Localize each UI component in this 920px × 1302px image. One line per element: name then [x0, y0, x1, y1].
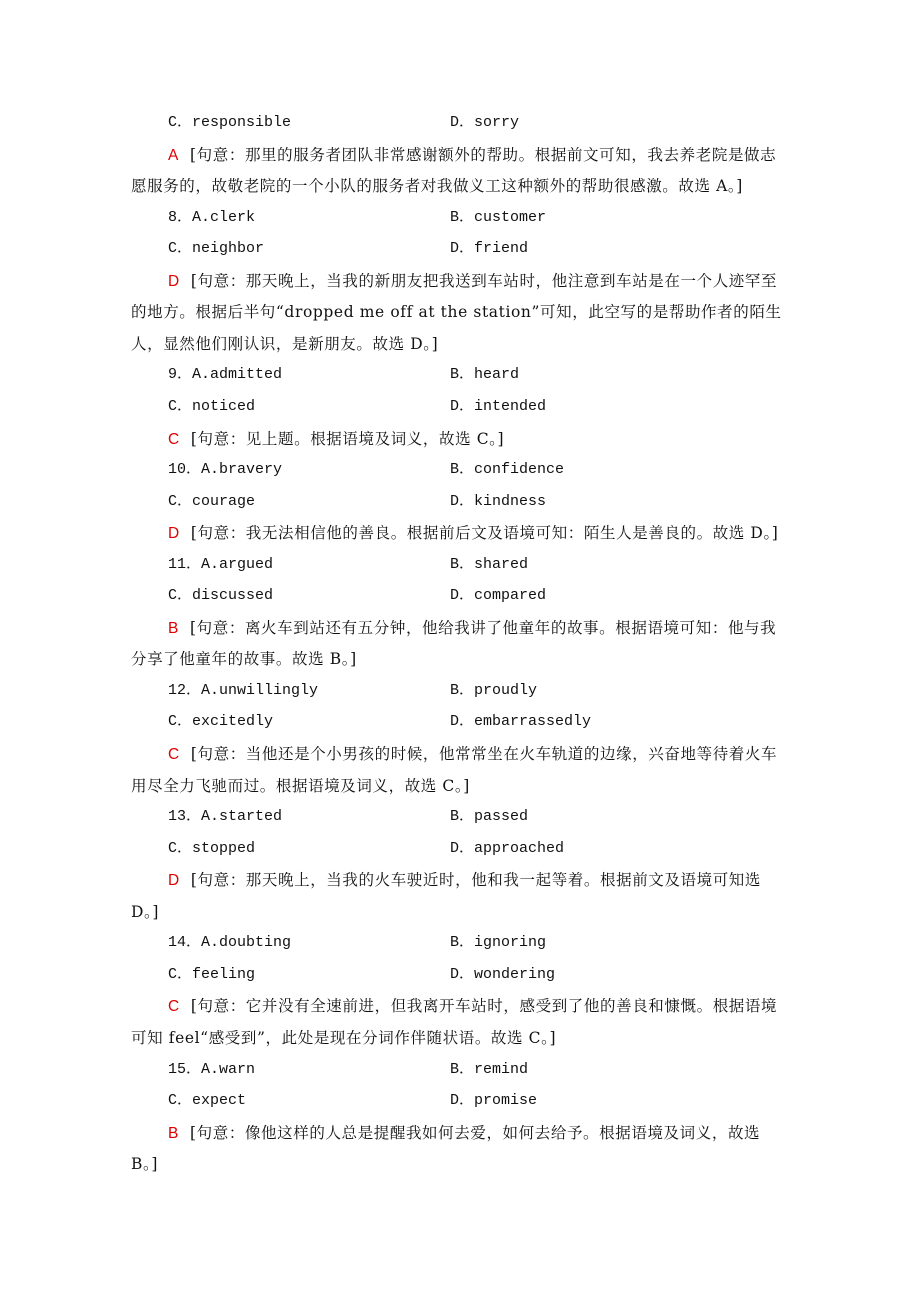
option-row [168, 586, 273, 606]
explanation-line: 人，显然他们刚认识，是新朋友。故选 D。] [131, 334, 439, 353]
option-a: C．courage [168, 492, 256, 510]
explanation-line: 愿服务的，故敬老院的一个小队的服务者对我做义工这种额外的帮助很感激。故选 A。] [131, 177, 743, 196]
explanation-text: [句意：它并没有全速前进，但我离开车站时，感受到了他的善良和慷慨。根据语境 [179, 997, 778, 1016]
option-b: D．sorry [450, 114, 520, 131]
option-row [168, 965, 255, 985]
option-row [168, 933, 291, 953]
explanation-text: [句意：像他这样的人总是提醒我如何去爱，如何去给予。根据语境及词义，故选 [178, 1123, 761, 1142]
explanation-text: [句意：见上题。根据语境及词义，故选 C。] [179, 429, 505, 448]
option-a: 15．A.warn [168, 1060, 256, 1078]
option-b: D．approached [450, 839, 565, 857]
explanation-line [168, 145, 776, 166]
option-row [168, 208, 255, 228]
option-b: B．proudly [450, 681, 538, 699]
explanation-line [168, 429, 504, 450]
option-a: 12．A.unwillingly [168, 681, 319, 699]
option-row [168, 460, 282, 480]
explanation-text: [句意：离火车到站还有五分钟，他给我讲了他童年的故事。根据语境可知：他与我 [178, 618, 777, 637]
answer-letter: C [168, 430, 180, 448]
option-b: D．intended [450, 397, 547, 415]
answer-letter: C [168, 998, 180, 1016]
answer-letter: A [168, 146, 179, 164]
option-a: C．expect [168, 1092, 247, 1110]
option-b: D．wondering [450, 965, 556, 983]
option-row [168, 839, 255, 859]
explanation-text: [句意：我无法相信他的善良。根据前后文及语境可知：陌生人是善良的。故选 D。] [179, 524, 779, 543]
option-a: C．responsible [168, 114, 292, 131]
option-b: D．kindness [450, 492, 547, 510]
option-a: C．excitedly [168, 713, 274, 731]
explanation-text: [句意：当他还是个小男孩的时候，他常常坐在火车轨道的边缘，兴奋地等待着火车 [179, 745, 778, 763]
explanation-line: D。] [131, 902, 160, 921]
option-row [168, 681, 318, 701]
option-b: B．remind [450, 1060, 529, 1078]
explanation-line: 用尽全力飞驰而过。根据语境及词义，故选 C。] [131, 776, 470, 795]
option-b: B．heard [450, 366, 520, 384]
option-b: B．customer [450, 208, 547, 226]
option-a: 13．A.started [168, 808, 283, 826]
option-b: D．friend [450, 240, 529, 258]
explanation-line [168, 870, 761, 891]
option-b: B．ignoring [450, 934, 547, 952]
option-a: C．noticed [168, 397, 256, 415]
explanation-line [168, 1123, 760, 1144]
explanation-line: 可知 feel“感受到”，此处是现在分词作伴随状语。故选 C。] [131, 1028, 557, 1047]
explanation-text: [句意：那里的服务者团队非常感谢额外的帮助。根据前文可知，我去养老院是做志 [178, 145, 777, 164]
option-b: B．confidence [450, 461, 565, 479]
answer-letter: D [168, 272, 180, 290]
explanation-line: 分享了他童年的故事。故选 B。] [131, 650, 357, 669]
explanation-text: [句意：那天晚上，当我的新朋友把我送到车站时，他注意到车站是在一个人迹罕至 [179, 271, 778, 290]
explanation-line [168, 618, 776, 639]
option-row [168, 555, 273, 575]
option-a: 11．A.argued [168, 555, 274, 573]
answer-letter: B [168, 619, 179, 637]
option-a: C．stopped [168, 839, 256, 857]
answer-letter: D [168, 872, 180, 890]
option-a: C．feeling [168, 965, 256, 983]
option-row [168, 807, 282, 827]
option-a: 10．A.bravery [168, 461, 283, 479]
explanation-line [168, 996, 777, 1017]
option-b: D．compared [450, 587, 547, 605]
option-row [168, 1060, 255, 1080]
option-b: D．embarrassedly [450, 713, 592, 731]
explanation-line: 的地方。根据后半句“dropped me off at the station”可知，此空写的是帮助作者的陌生 [131, 303, 782, 322]
option-row [168, 239, 264, 259]
option-a: 9．A.admitted [168, 366, 283, 384]
option-row [168, 712, 273, 732]
option-row [168, 365, 282, 385]
option-a: C．neighbor [168, 240, 265, 258]
option-a: 8．A.clerk [168, 208, 256, 226]
option-b: B．shared [450, 555, 529, 573]
explanation-line: B。] [131, 1155, 158, 1174]
explanation-line [168, 271, 777, 292]
explanation-text: [句意：那天晚上，当我的火车驶近时，他和我一起等着。根据前文及语境可知选 [179, 871, 762, 890]
answer-letter: B [168, 1124, 179, 1142]
option-b: B．passed [450, 808, 529, 826]
option-row [168, 1091, 246, 1111]
option-row [168, 113, 291, 133]
explanation-line [168, 523, 778, 544]
option-a: C．discussed [168, 587, 274, 605]
option-b: D．promise [450, 1092, 538, 1110]
option-row [168, 492, 255, 512]
answer-letter: C [168, 746, 180, 763]
option-row [168, 397, 255, 417]
explanation-line [168, 744, 777, 765]
answer-letter: D [168, 525, 180, 543]
option-a: 14．A.doubting [168, 934, 292, 952]
